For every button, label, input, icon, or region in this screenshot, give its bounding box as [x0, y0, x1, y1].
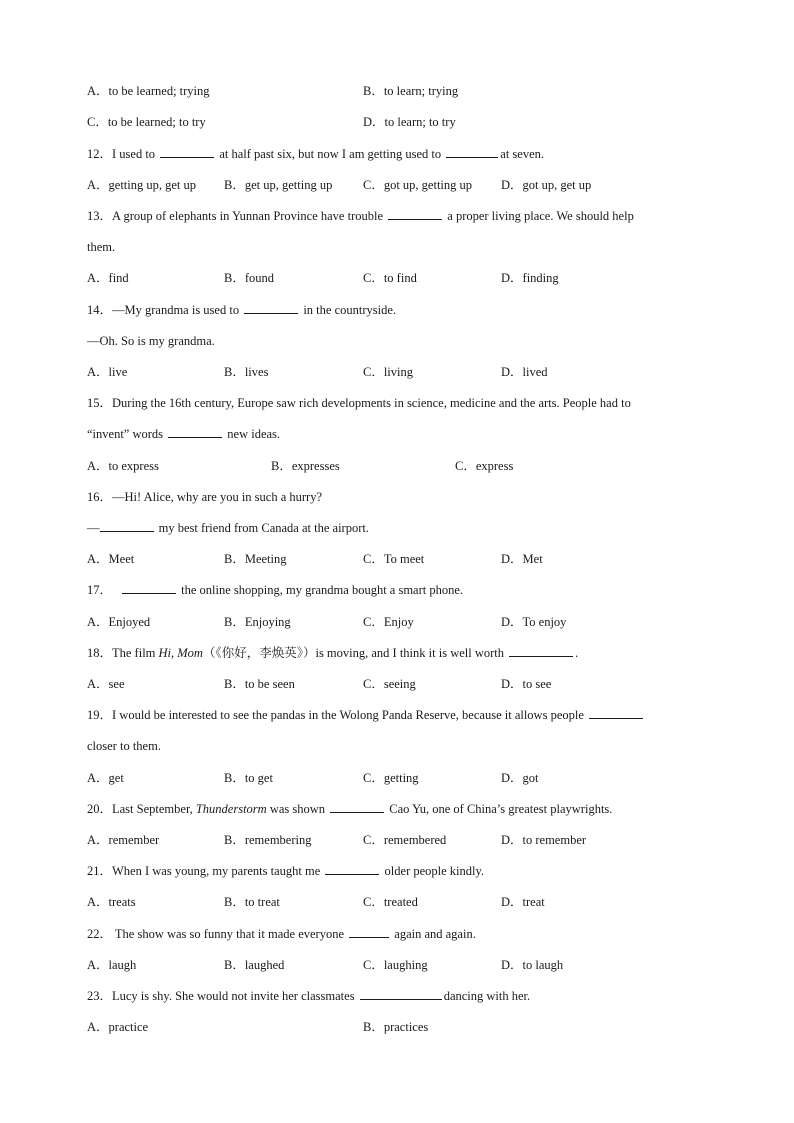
q20-option-d: D．to remember: [501, 833, 587, 847]
q20-play-title: Thunderstorm: [195, 802, 267, 816]
q22-text-pre: 22． The show was so funny that it made everyone: [87, 927, 348, 941]
q22-option-d: D．to laugh: [501, 958, 564, 972]
q17-option-d: D．To enjoy: [501, 615, 567, 629]
q19-option-b: B．to get: [224, 771, 273, 785]
q11-option-c: C．to be learned; to try: [87, 115, 206, 129]
q23-text-post: dancing with her.: [443, 989, 531, 1003]
answer-blank: [325, 861, 379, 875]
q20-text-post: Cao Yu, one of China’s greatest playwrights.: [386, 802, 613, 816]
q14-text-pre: 14．—My grandma is used to: [87, 303, 243, 317]
q20-option-a: A．remember: [87, 833, 160, 847]
answer-blank: [330, 799, 384, 813]
answer-blank: [388, 206, 442, 220]
answer-blank: [160, 144, 214, 158]
q12-text-post: at seven.: [500, 147, 545, 161]
q15-stem: 15．During the 16th century, Europe saw rich developments in science, medicine and the arts. People had to: [87, 396, 631, 410]
answer-blank: [244, 300, 298, 314]
q11-option-a: A．to be learned; trying: [87, 84, 210, 98]
q22-option-a: A．laugh: [87, 958, 137, 972]
q21-text-pre: 21．When I was young, my parents taught me: [87, 864, 324, 878]
q11-option-b: B．to learn; trying: [363, 84, 459, 98]
q14-option-a: A．live: [87, 365, 128, 379]
q15-option-c: C．express: [455, 459, 514, 473]
q18-option-c: C．seeing: [363, 677, 416, 691]
q16-option-a: A．Meet: [87, 552, 135, 566]
q23-option-a: A．practice: [87, 1020, 149, 1034]
q13-text-post: a proper living place. We should help: [444, 209, 634, 223]
q13-option-d: D．finding: [501, 271, 559, 285]
q19-stem-cont: closer to them.: [87, 739, 161, 753]
q16-option-d: D．Met: [501, 552, 543, 566]
q12-text-pre: 12．I used to: [87, 147, 159, 161]
answer-blank: [100, 518, 154, 532]
q19-option-d: D．got: [501, 771, 539, 785]
q20-text-pre: 20．Last September,: [87, 802, 196, 816]
q18-option-b: B．to be seen: [224, 677, 295, 691]
q18-text-post: .: [575, 646, 579, 660]
q19-option-c: C．getting: [363, 771, 419, 785]
q19-option-a: A．get: [87, 771, 124, 785]
q17-text-post: the online shopping, my grandma bought a smart phone.: [178, 583, 464, 597]
q15-stem-cont: [87, 424, 280, 444]
q22-stem: [87, 924, 476, 944]
answer-blank: [122, 580, 176, 594]
q18-text-pre: 18．The film: [87, 646, 159, 660]
q16-text-post: my best friend from Canada at the airport.: [155, 521, 369, 535]
q18-film-title: Hi, Mom: [158, 646, 203, 660]
q14-text-post: in the countryside.: [300, 303, 397, 317]
q20-option-c: C．remembered: [363, 833, 447, 847]
q22-text-post: again and again.: [391, 927, 476, 941]
q17-option-b: B．Enjoying: [224, 615, 291, 629]
q17-option-a: A．Enjoyed: [87, 615, 151, 629]
q20-stem: [87, 799, 612, 819]
q21-option-a: A．treats: [87, 895, 136, 909]
q14-option-c: C．living: [363, 365, 414, 379]
answer-blank: [349, 924, 389, 938]
q17-text-pre: 17．: [87, 583, 113, 597]
q16-stem: 16．—Hi! Alice, why are you in such a hurry?: [87, 490, 323, 504]
q19-text-pre: 19．I would be interested to see the pandas in the Wolong Panda Reserve, because it allows people: [87, 708, 588, 722]
q18-option-d: D．to see: [501, 677, 552, 691]
q21-stem: [87, 861, 484, 881]
q21-option-c: C．treated: [363, 895, 418, 909]
q13-stem-cont: them.: [87, 240, 116, 254]
q18-stem: [87, 643, 578, 663]
q15-text-pre: “invent” words: [87, 427, 167, 441]
q20-text-mid: was shown: [266, 802, 329, 816]
q12-option-a: A．getting up, get up: [87, 178, 197, 192]
q15-option-b: B．expresses: [271, 459, 340, 473]
q13-text-pre: 13．A group of elephants in Yunnan Province have trouble: [87, 209, 387, 223]
q16-option-c: C．To meet: [363, 552, 425, 566]
q17-stem: [87, 580, 463, 600]
q13-option-a: A．find: [87, 271, 129, 285]
q13-stem: [87, 206, 634, 226]
answer-blank: [168, 424, 222, 438]
q14-option-d: D．lived: [501, 365, 548, 379]
q12-option-d: D．got up, get up: [501, 178, 592, 192]
q12-option-b: B．get up, getting up: [224, 178, 333, 192]
q15-option-a: A．to express: [87, 459, 159, 473]
q18-text-mid: （《你好，李焕英》）is moving, and I think it is well worth: [202, 646, 508, 660]
q19-stem: [87, 705, 645, 725]
q16-text-pre: —: [87, 521, 100, 535]
q21-option-d: D．treat: [501, 895, 545, 909]
q12-option-c: C．got up, getting up: [363, 178, 473, 192]
q20-option-b: B．remembering: [224, 833, 312, 847]
q12-stem: [87, 144, 544, 164]
q14-stem: [87, 300, 396, 320]
q22-option-b: B．laughed: [224, 958, 285, 972]
q21-text-post: older people kindly.: [381, 864, 485, 878]
q23-text-pre: 23．Lucy is shy. She would not invite her classmates: [87, 989, 358, 1003]
q23-stem: [87, 986, 530, 1006]
q18-option-a: A．see: [87, 677, 125, 691]
q13-option-b: B．found: [224, 271, 275, 285]
q15-text-post: new ideas.: [224, 427, 281, 441]
q17-option-c: C．Enjoy: [363, 615, 414, 629]
q16-option-b: B．Meeting: [224, 552, 287, 566]
answer-blank: [360, 986, 442, 1000]
q23-option-b: B．practices: [363, 1020, 429, 1034]
q14-dialogue-reply: —Oh. So is my grandma.: [87, 334, 215, 348]
q14-option-b: B．lives: [224, 365, 269, 379]
q22-option-c: C．laughing: [363, 958, 428, 972]
answer-blank: [589, 705, 643, 719]
q21-option-b: B．to treat: [224, 895, 280, 909]
answer-blank: [446, 144, 498, 158]
q13-option-c: C．to find: [363, 271, 417, 285]
q16-dialogue-reply: [87, 518, 369, 538]
q11-option-d: D．to learn; to try: [363, 115, 456, 129]
answer-blank: [509, 643, 573, 657]
q12-text-mid: at half past six, but now I am getting used to: [216, 147, 445, 161]
